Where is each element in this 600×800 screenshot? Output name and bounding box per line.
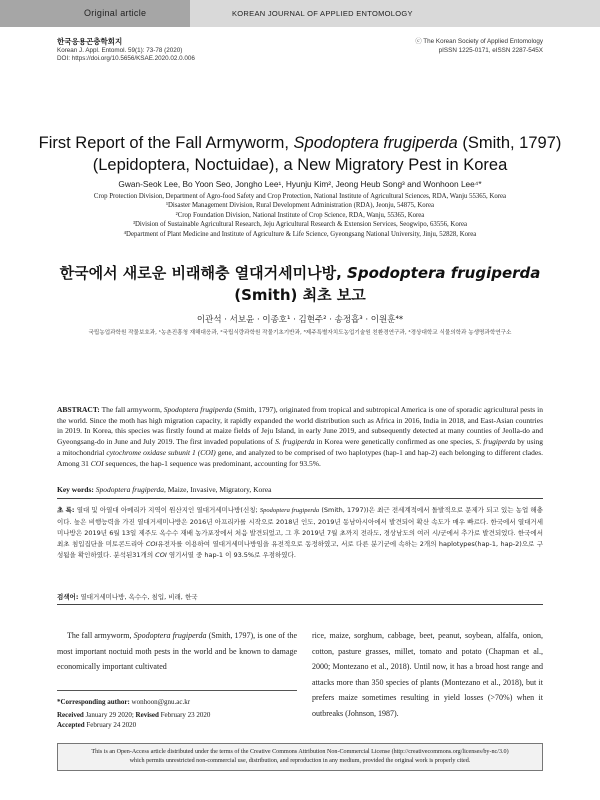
received-revised-dates: Received January 29 2020; Revised February 23 2020 (57, 711, 211, 719)
footnote-divider (57, 690, 297, 691)
author-list: Gwan-Seok Lee, Bo Yoon Seo, Jongho Lee¹, Hyunju Kim², Jeong Heub Song³ and Wonhoon Lee⁴* (118, 179, 482, 189)
korean-title (30, 262, 570, 306)
article-type-label: Original article (84, 8, 147, 18)
korean-title-line-1: 한국에서 새로운 비래해충 열대거세미나방, Spodoptera frugiperda (59, 264, 541, 282)
license-notice (57, 743, 543, 771)
affiliations (30, 192, 570, 239)
license-line-1: This is an Open-Access article distributed under the terms of the Creative Commons Attribution Non-Commercial License (http://creativecommons.org/licenses/by-nc/3.0) (91, 749, 509, 755)
journal-korean-name: 한국응용곤충학회지 (57, 37, 123, 46)
affiliation-item: ²Crop Foundation Division, National Institute of Crop Science, RDA, Wanju, 55365, Korea (175, 211, 425, 219)
korean-title-line-2: (Smith) 최초 보고 (234, 286, 366, 304)
corresponding-author: *Corresponding author: wonhoon@gnu.ac.kr (57, 698, 191, 706)
journal-running-title: KOREAN JOURNAL OF APPLIED ENTOMOLOGY (232, 9, 413, 18)
body-left-column: The fall armyworm, Spodoptera frugiperda (Smith, 1797), is one of the most important noctuid moth pests in the world and be known to damage economically important cultivated (57, 631, 297, 671)
affiliation-item: ³Division of Sustainable Agricultural Research, Jeju Agricultural Research & Extension Services, Seogwipo, 63556, Korea (132, 221, 468, 229)
korean-abstract-divider (57, 604, 543, 605)
affiliation-item: ¹Disaster Management Division, Rural Development Administration (RDA), Jeonju, 54875, Korea (165, 202, 434, 210)
abstract-divider (57, 498, 543, 499)
keywords: Key words: Spodoptera frugiperda, Maize, Invasive, Migratory, Korea (57, 485, 272, 494)
issn-numbers: pISSN 1225-0171, eISSN 2287-545X (438, 47, 543, 54)
affiliation-item: Crop Protection Division, Department of Agro-food Safety and Crop Protection, National Institute of Agricultural Sciences, RDA, Wanju 55365, Korea (93, 193, 507, 200)
copyright-notice: ⓒ The Korean Society of Applied Entomology (415, 38, 543, 45)
license-line-2: which permits unrestricted non-commercial use, distribution, and reproduction in any medium, provided the original work is properly cited. (129, 758, 471, 764)
article-title (30, 132, 570, 176)
korean-author-list: 이관석 · 서보윤 · 이종호¹ · 김현주² · 송정흡³ · 이원훈⁴* (196, 315, 404, 325)
affiliation-item: ⁴Department of Plant Medicine and Institute of Agriculture & Life Science, Gyeongsang National University, Jinju, 52828, Korea (123, 230, 477, 238)
korean-abstract: 초 록: 열대 및 아열대 아메리카 지역이 원산지인 열대거세미나방(신칭; Spodoptera frugiperda (Smith, 1797))은 최근 전세계적에서 돌발적으로 문제가 되고 있는 농업 해충이다. 높은 비행능력을 가진 열대거세미나방은 2016년 아프리카를 시작으로 2018년 인도, 2019년 동남아시아에서 발견되어 확산 속도가 매우 빠르다. 한국에서 열대거세미나방은 2019년 6월 13일 제주도 옥수수 재배 농가포장에서 처음 발견되었고, 그 후 2019년 7월 초까지 전라도, 경상남도의 여러 시/군에서 추가로 발견되었다. 한국에서 최초 침입집단을 미토콘드리아 COI유전자를 이용하여 열대거세미나방임을 유전적으로 동정하였고, 서로 다른 분기군에 속하는 2개의 haplotypes(hap-1, hap-2)으로 구성됨을 확인하였다. 분석된31개의 COI 염기서열 중 hap-1 이 93.5%로 우점하였다. (57, 506, 544, 559)
title-line-2: (Lepidoptera, Noctuidae), a New Migratory Pest in Korea (92, 156, 508, 174)
body-right-column: rice, maize, sorghum, cabbage, beet, peanut, soybean, alfalfa, onion, cotton, pasture grasses, millet, tomato and potato (Chapman et al., 2000; Montezano et al., 2018). Until now, it has a broad host range and attacks more than 350 species of plants (Montezano et al., 2018), but it prefers maize sometimes resulting in yield losses (>70%) when it outbreaks (Johnson, 1987). (312, 631, 543, 718)
accepted-date: Accepted February 24 2020 (57, 721, 137, 729)
korean-affiliations: 국립농업과학원 작물보호과, ¹농촌진흥청 재해대응과, ²국립식량과학원 작물기초기반과, ³제주특별자치도농업기술원 친환경연구과, ⁴경상대학교 식물의학과 농생명과학연구소 (88, 330, 512, 336)
journal-citation: Korean J. Appl. Entomol. 59(1): 73-78 (2020) (57, 47, 183, 54)
korean-keywords: 검색어: 열대거세미나방, 옥수수, 침입, 비래, 한국 (57, 593, 198, 601)
abstract: ABSTRACT: The fall armyworm, Spodoptera frugiperda (Smith, 1797), originated from tropical and subtropical America is one of sporadic agricultural pests in the world. Since the moth has high migration capacity, it rapidly expanded the world distribution such as Africa in 2016, India in 2018, and East-Asian countries in 2019. In Korea, this species was firstly found at maize fields of Jeju Island, in early June 2019, and subsequently detected at many counties of Jeolla-do and Gyeongsang-do in June and July 2019. The first invaded populations of S. frugiperda in Korea were genetically confirmed as one species, S. frugiperda by using a mitochondrial cytochrome oxidase subunit 1 (COI) gene, and analyzed to be comprised of two haplotypes (hap-1 and hap-2) each belonging to different clades. Among 31 COI sequences, the hap-1 sequence was predominant, accounting for 93.5%. (57, 405, 544, 468)
doi-link[interactable]: DOI: https://doi.org/10.5656/KSAE.2020.02.0.006 (57, 55, 195, 62)
title-line-1: First Report of the Fall Armyworm, Spodoptera frugiperda (Smith, 1797) (38, 134, 562, 152)
